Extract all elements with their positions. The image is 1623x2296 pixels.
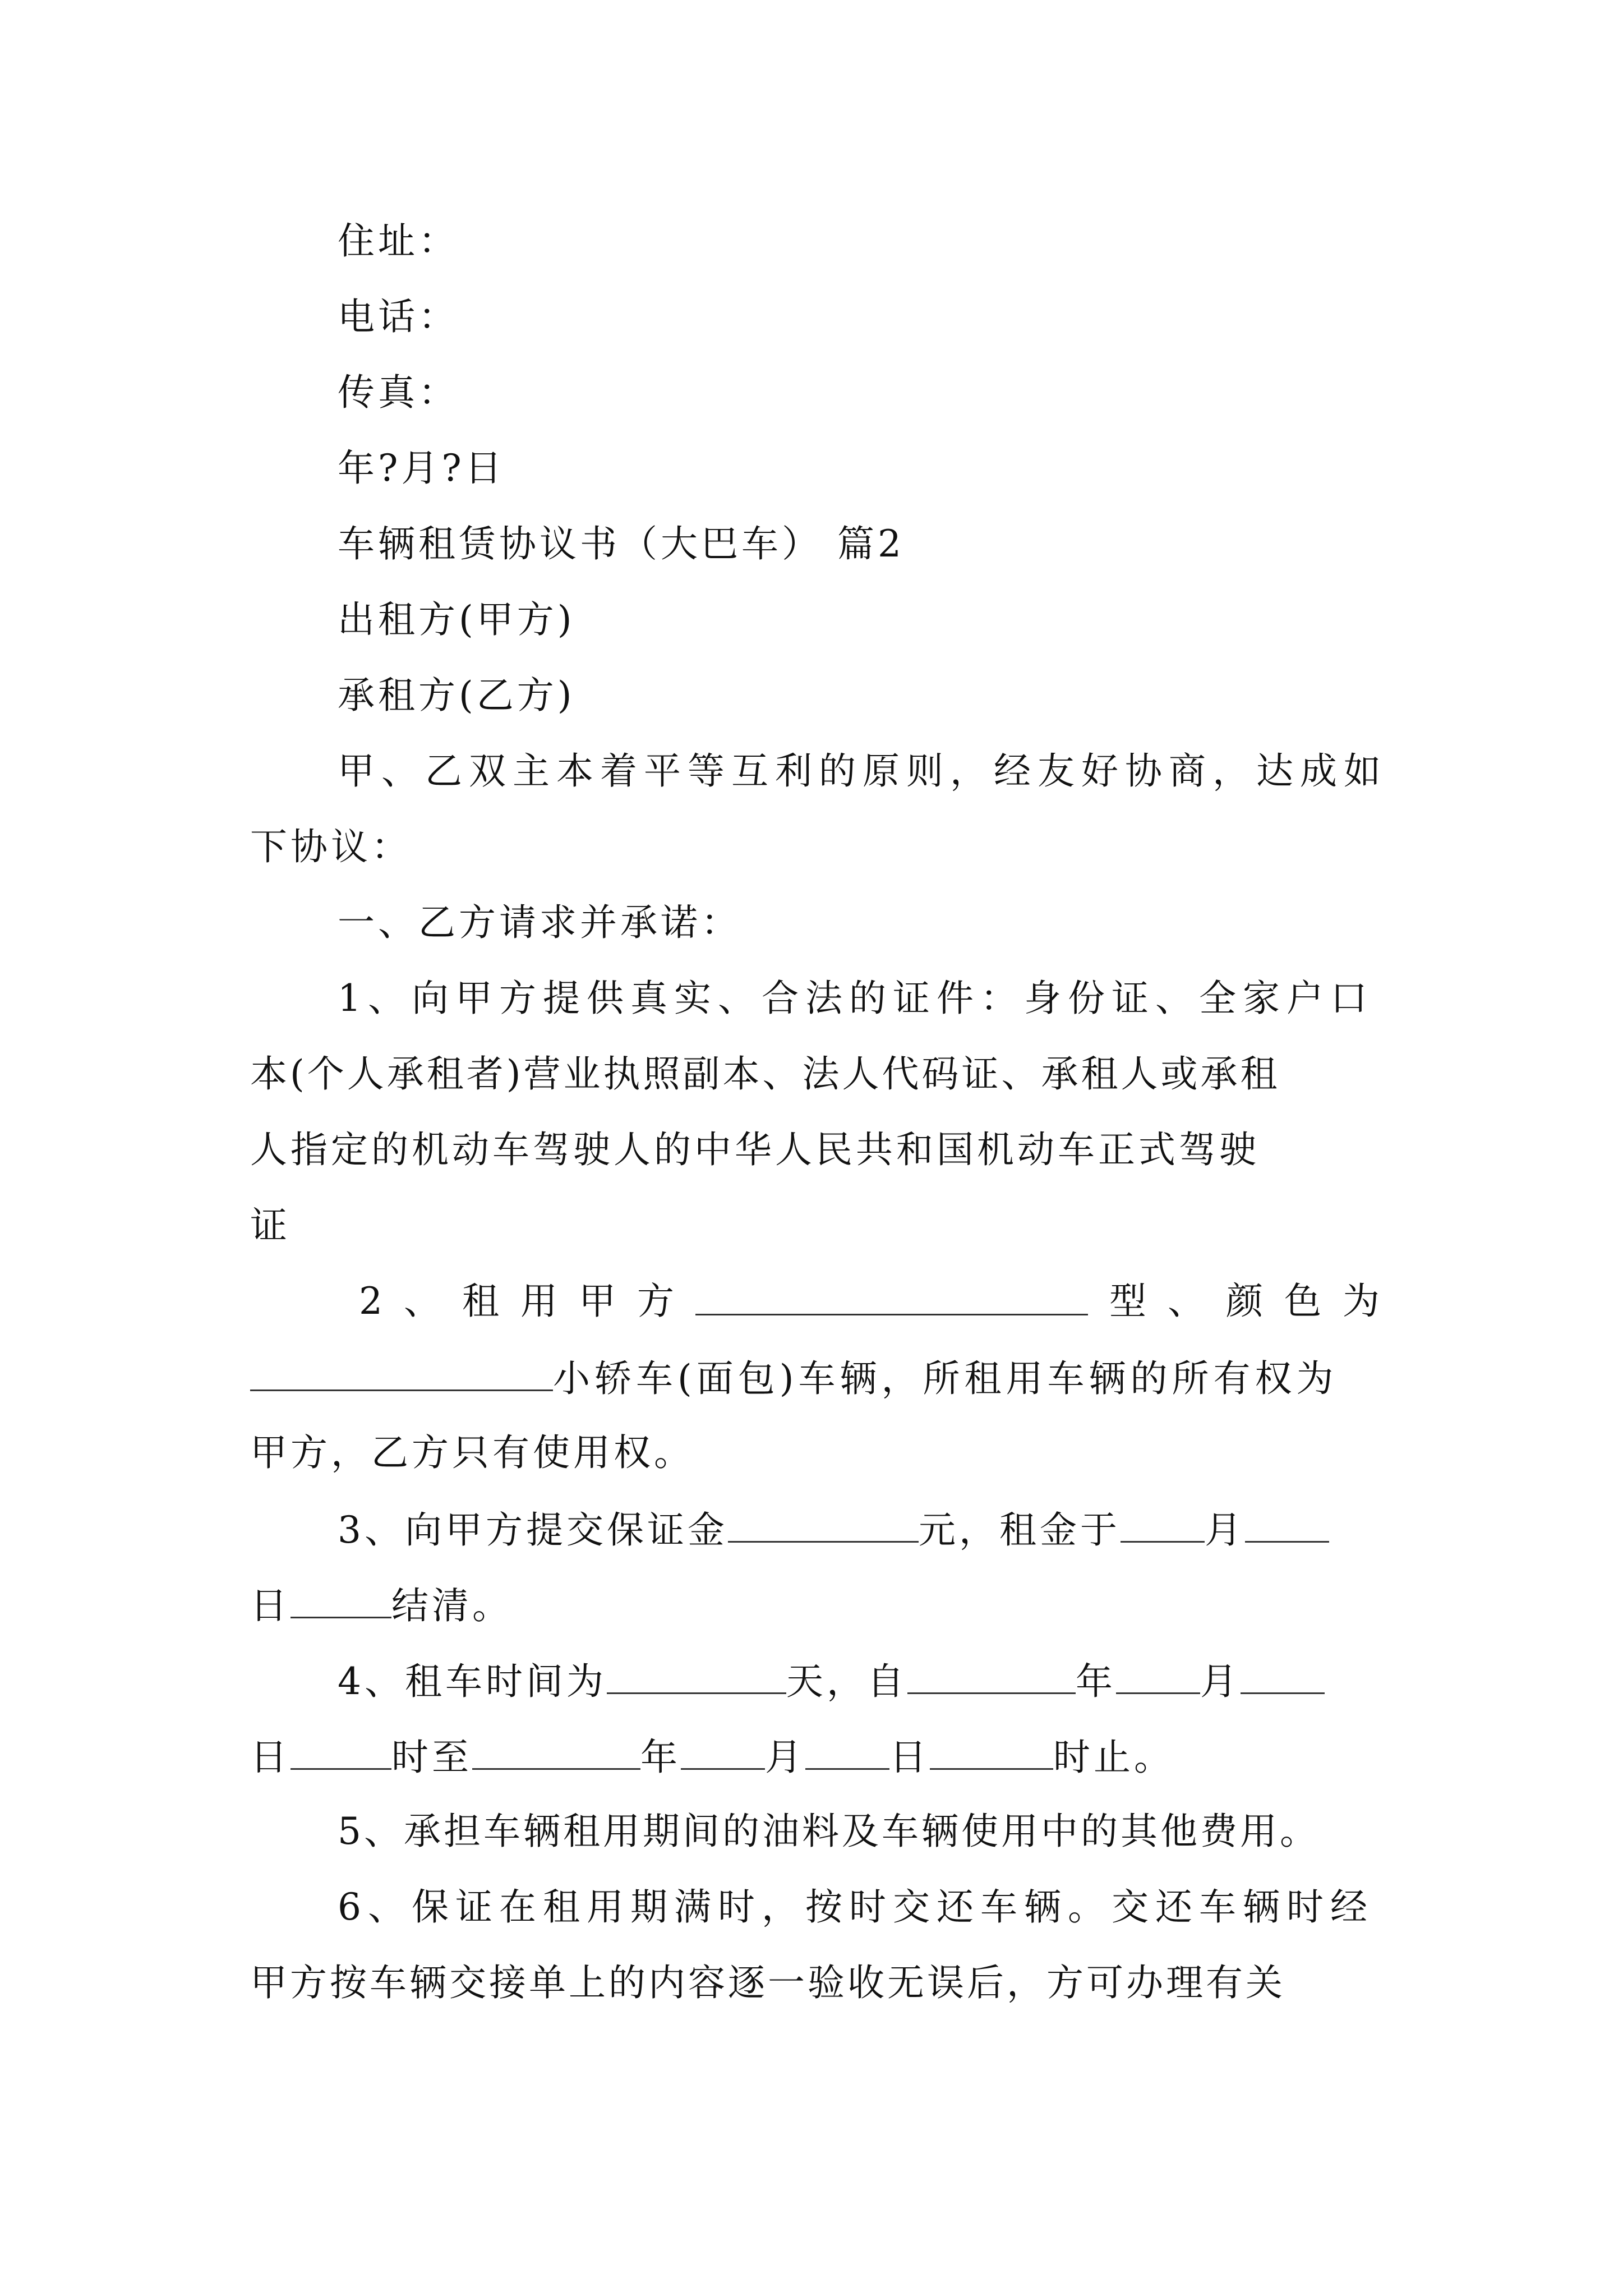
item2-number: 2 [359,1280,382,1323]
item2-text: 甲 [579,1280,616,1323]
item2-text: 、 [404,1280,441,1323]
item5-line: 5、承担车辆租用期间的油料及车辆使用中的其他费用。 [338,1810,1320,1853]
start-hour-blank[interactable] [291,1733,391,1770]
deposit-blank[interactable] [728,1506,919,1543]
item2-text: 用 [520,1280,557,1323]
address-line: 住址： [338,219,459,263]
fax-line: 传真： [338,371,459,414]
rent-month-blank[interactable] [1121,1506,1205,1543]
item4-text: 时至 [391,1736,472,1779]
car-color-blank[interactable] [250,1355,553,1391]
lessor-line: 出租方(甲方) [338,598,575,641]
item4-text: 月 [1200,1660,1241,1703]
date-line: 年?月?日 [338,447,505,490]
item2-text: 、 [1168,1280,1205,1323]
start-day-blank[interactable] [1241,1658,1325,1694]
item2-line-3: 甲方，乙方只有使用权。 [250,1431,694,1474]
start-year-blank[interactable] [907,1658,1076,1694]
end-day-blank[interactable] [805,1733,889,1770]
item2-text: 型 [1109,1280,1146,1323]
item2-text: 方 [637,1280,674,1323]
item2-line-1 [359,1279,1380,1324]
item2-text: 租 [462,1280,499,1323]
rental-days-blank[interactable] [607,1658,786,1694]
item3-line-2 [250,1582,513,1628]
item4-text: 月 [765,1736,805,1779]
item1-line-1: 1、向甲方提供真实、合法的证件：身份证、全家户口 [338,977,1374,1020]
item3-line-1 [338,1506,1329,1553]
item4-text: 年 [640,1736,681,1779]
item4-text: 日 [250,1736,291,1779]
item4-text: 天，自 [786,1660,907,1703]
phone-line: 电话： [338,295,459,338]
clause-one-heading: 一、乙方请求并承诺： [338,901,741,944]
intro-paragraph-line-1: 甲、乙双主本着平等互利的原则，经友好协商，达成如 [338,749,1387,793]
item6-line-1: 6、保证在租用期满时，按时交还车辆。交还车辆时经 [338,1885,1374,1929]
item3-text: 结清。 [391,1584,513,1627]
end-month-blank[interactable] [681,1733,765,1770]
end-year-blank[interactable] [472,1733,640,1770]
item3-text: 日 [250,1584,291,1627]
item4-text: 时止。 [1053,1736,1174,1779]
settle-blank[interactable] [291,1582,391,1618]
item3-text: 月 [1205,1508,1245,1552]
item2-line-2-text: 小轿车(面包)车辆，所租用车辆的所有权为 [553,1357,1338,1400]
item1-line-2: 本(个人承租者)营业执照副本、法人代码证、承租人或承租 [250,1052,1280,1096]
item2-text: 色 [1284,1280,1321,1323]
item2-text: 颜 [1226,1280,1263,1323]
item4-text: 日 [889,1736,930,1779]
item2-text: 为 [1343,1280,1380,1323]
end-hour-blank[interactable] [930,1733,1053,1770]
item4-text: 4、租车时间为 [338,1660,607,1703]
item6-line-2: 甲方按车辆交接单上的内容逐一验收无误后，方可办理有关 [250,1961,1285,2004]
car-model-blank[interactable] [695,1279,1088,1315]
intro-paragraph-line-2: 下协议： [250,825,412,868]
lessee-line: 承租方(乙方) [338,674,575,717]
item4-line-1 [338,1658,1325,1704]
item4-line-2 [250,1733,1174,1780]
start-month-blank[interactable] [1116,1658,1200,1694]
item1-line-4: 证 [250,1204,291,1247]
section-title: 车辆租赁协议书（大巴车） 篇2 [338,522,905,565]
item3-text: 3、向甲方提交保证金 [338,1508,728,1552]
item1-line-3: 人指定的机动车驾驶人的中华人民共和国机动车正式驾驶 [250,1128,1260,1171]
item3-text: 元，租金于 [919,1508,1121,1552]
item2-line-2 [250,1355,1338,1401]
rent-day-blank[interactable] [1245,1506,1329,1543]
item4-text: 年 [1076,1660,1116,1703]
